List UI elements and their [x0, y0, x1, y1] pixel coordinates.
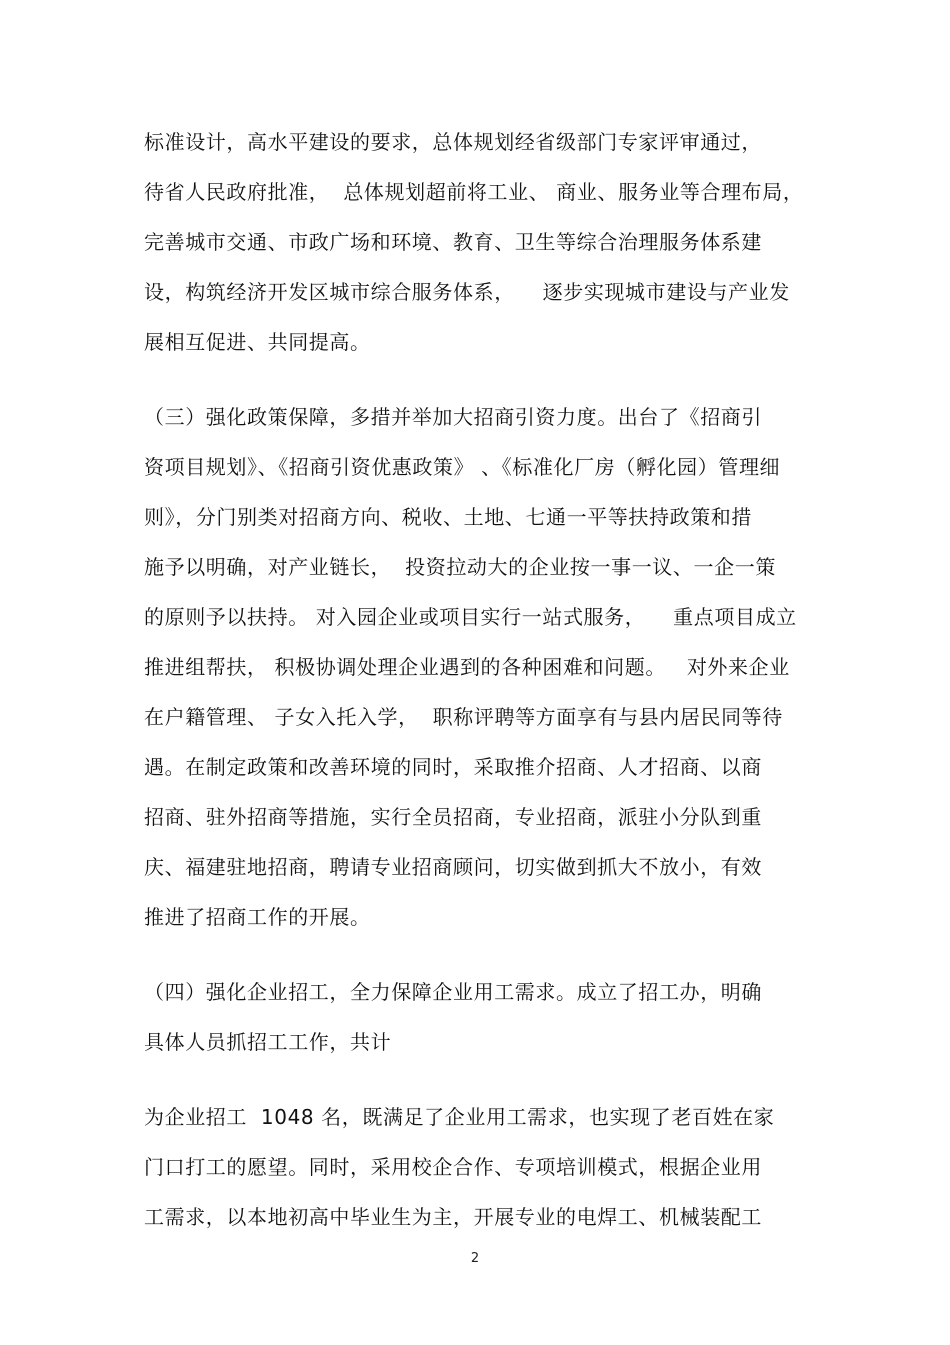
- text-line: 标准设计，高水平建设的要求，总体规划经省级部门专家评审通过，: [144, 130, 762, 154]
- text-line: （三）强化政策保障，多措并举加大招商引资力度。出台了《招商引: [144, 405, 762, 429]
- text-line: 庆、福建驻地招商，聘请专业招商顾问，切实做到抓大不放小，有效: [144, 855, 762, 879]
- text-line: 具体人员抓招工工作，共计: [144, 1030, 392, 1054]
- text-line: 的原则予以扶持。 对入园企业或项目实行一站式服务， 重点项目成立: [144, 605, 797, 629]
- text-line: 推进组帮扶， 积极协调处理企业遇到的各种困难和问题。 对外来企业: [144, 655, 790, 679]
- text-line: 遇。在制定政策和改善环境的同时，采取推介招商、人才招商、以商: [144, 755, 762, 779]
- text-line: 施予以明确，对产业链长， 投资拉动大的企业按一事一议、一企一策: [144, 555, 776, 579]
- text-line: 推进了招商工作的开展。: [144, 905, 371, 929]
- text-line: 完善城市交通、市政广场和环境、教育、卫生等综合治理服务体系建: [144, 230, 762, 254]
- text-line: 门口打工的愿望。同时，采用校企合作、专项培训模式，根据企业用: [144, 1155, 762, 1179]
- page-number: 2: [470, 1251, 480, 1266]
- text-line: 资项目规划》、《招商引资优惠政策》 、《标准化厂房（孵化园）管理细: [144, 455, 781, 479]
- text-line: 在户籍管理、 子女入托入学， 职称评聘等方面享有与县内居民同等待: [144, 705, 783, 729]
- text-line: （四）强化企业招工，全力保障企业用工需求。成立了招工办，明确: [144, 980, 762, 1004]
- text-line: 设，构筑经济开发区城市综合服务体系， 逐步实现城市建设与产业发: [144, 280, 790, 304]
- text-line: 则》，分门别类对招商方向、税收、土地、七通一平等扶持政策和措: [144, 505, 752, 529]
- text-line: 为企业招工 1048 名，既满足了企业用工需求，也实现了老百姓在家: [144, 1105, 775, 1129]
- text-line: 工需求，以本地初高中毕业生为主，开展专业的电焊工、机械装配工: [144, 1205, 762, 1229]
- text-line: 展相互促进、共同提高。: [144, 330, 371, 354]
- text-line: 招商、驻外招商等措施，实行全员招商，专业招商，派驻小分队到重: [144, 805, 762, 829]
- text-line: 待省人民政府批准， 总体规划超前将工业、 商业、服务业等合理布局，: [144, 180, 804, 204]
